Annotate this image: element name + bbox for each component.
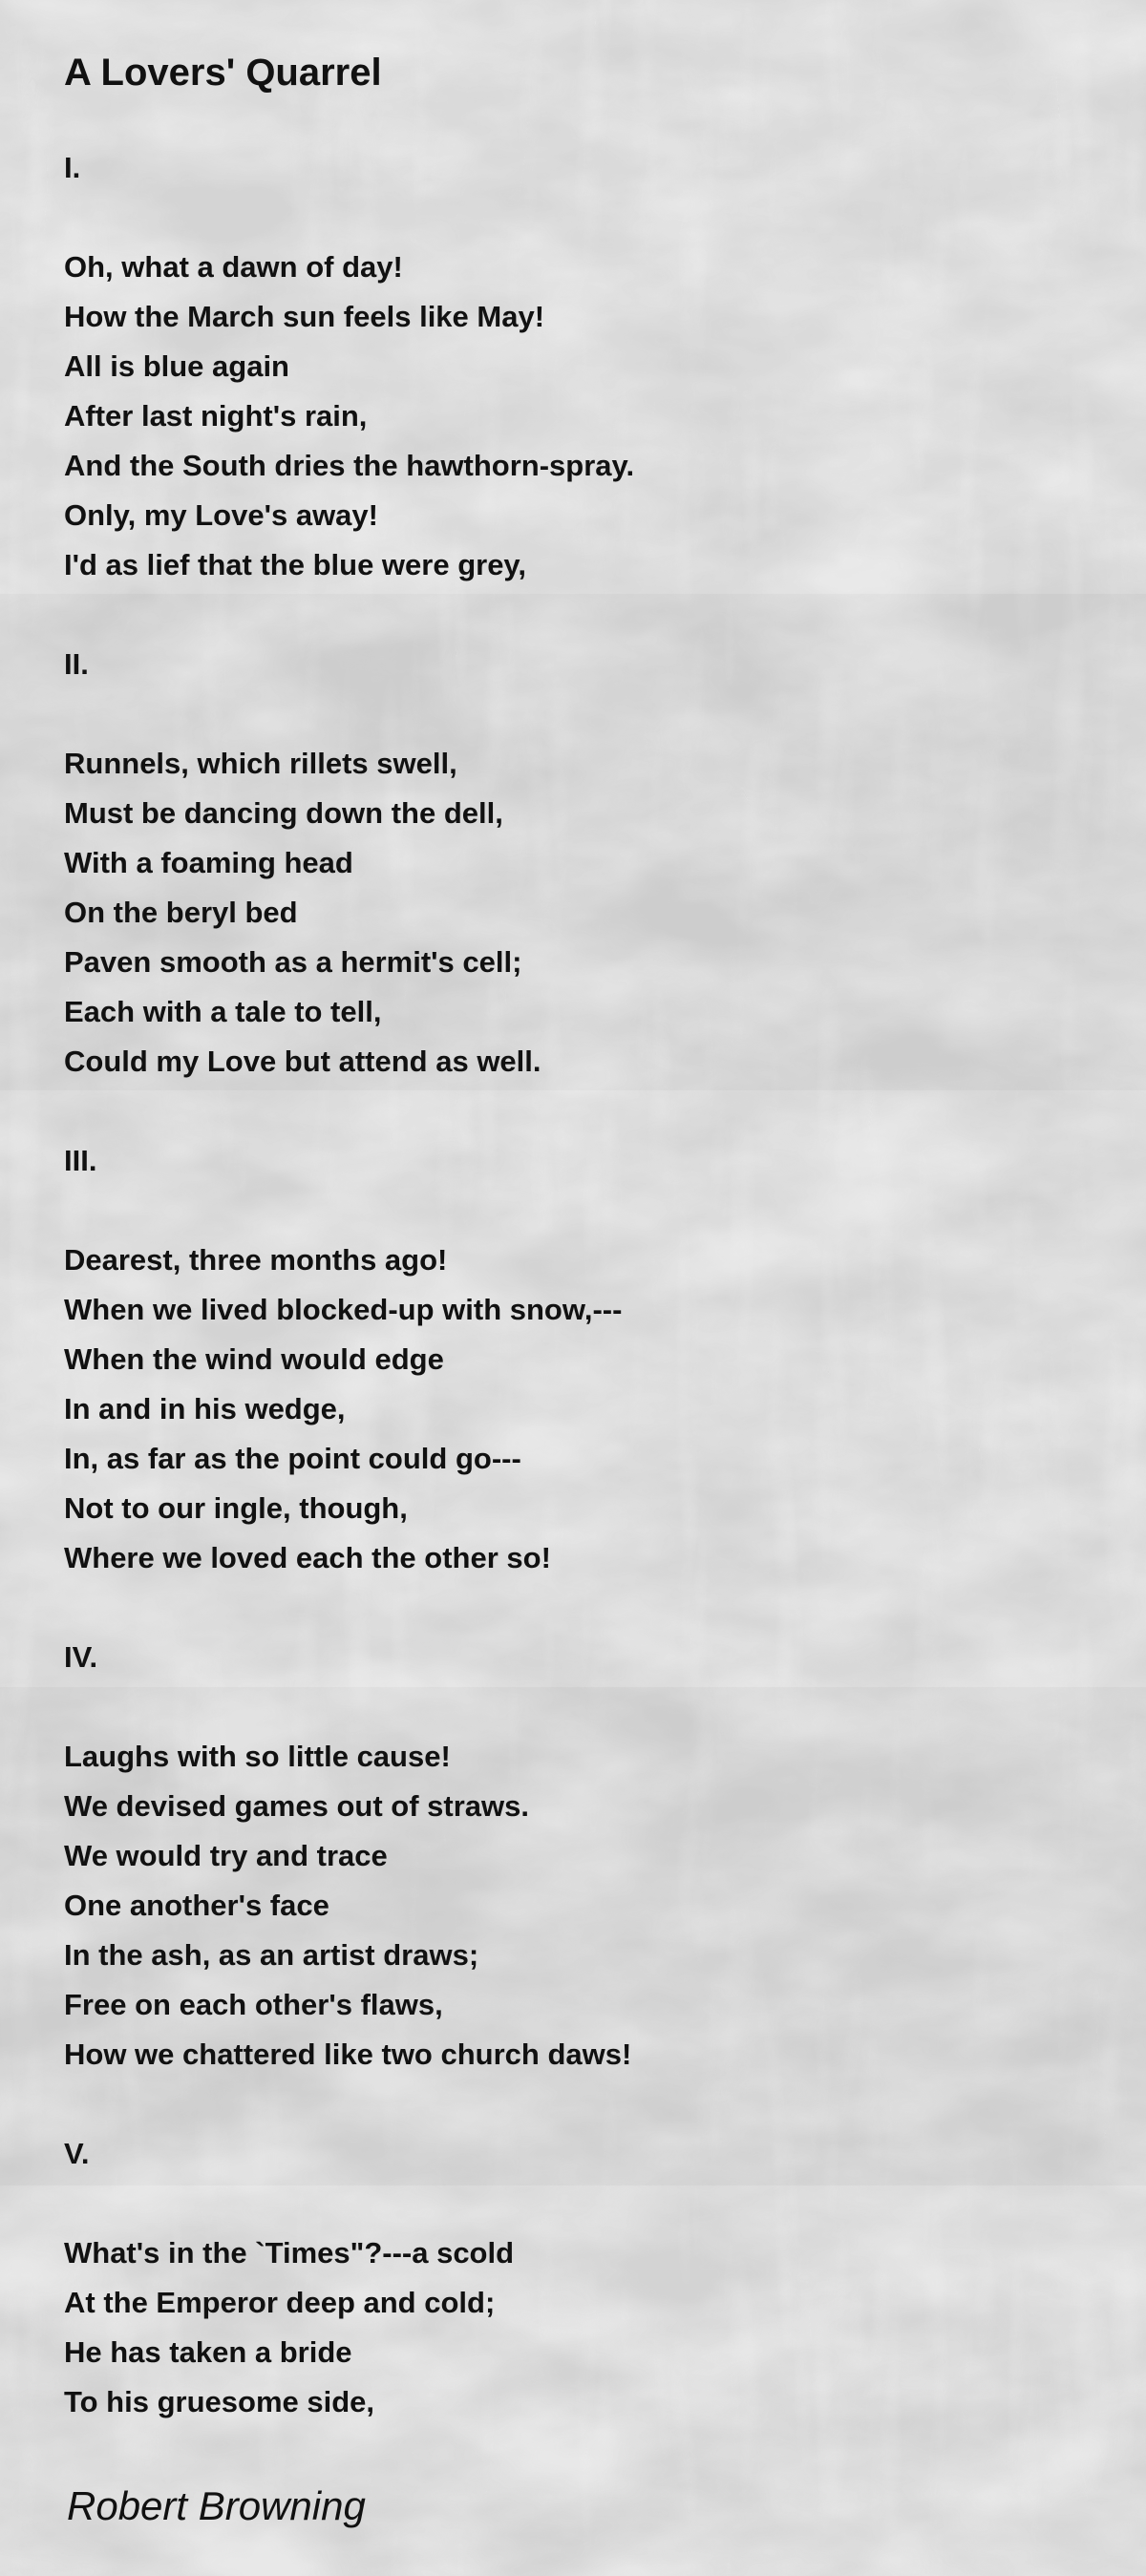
poem-line: On the beryl bed xyxy=(64,896,298,929)
poem-line: How we chattered like two church daws! xyxy=(64,2038,632,2071)
stanza-number: I. xyxy=(64,151,81,184)
poem-line: Could my Love but attend as well. xyxy=(64,1045,541,1078)
poem-line: Each with a tale to tell, xyxy=(64,995,382,1028)
stanza-number: II. xyxy=(64,647,89,681)
poem-line: After last night's rain, xyxy=(64,399,368,433)
poem-line: I'd as lief that the blue were grey, xyxy=(64,548,526,581)
poem-line: We would try and trace xyxy=(64,1839,388,1872)
poem-line: We devised games out of straws. xyxy=(64,1789,529,1823)
poem-line: To his gruesome side, xyxy=(64,2385,375,2418)
poem-line: In and in his wedge, xyxy=(64,1392,346,1425)
poem-title: A Lovers' Quarrel xyxy=(64,52,382,94)
poem-line: And the South dries the hawthorn-spray. xyxy=(64,449,635,482)
poem-line: In the ash, as an artist draws; xyxy=(64,1938,479,1972)
stanza-number: V. xyxy=(64,2137,90,2170)
poem-line: One another's face xyxy=(64,1889,329,1922)
poem-line: Free on each other's flaws, xyxy=(64,1988,443,2021)
poem-line: Must be dancing down the dell, xyxy=(64,796,503,830)
poem-line: When the wind would edge xyxy=(64,1342,444,1376)
poem-line: Oh, what a dawn of day! xyxy=(64,250,403,284)
stanza-number: IV. xyxy=(64,1640,98,1674)
poem-line: At the Emperor deep and cold; xyxy=(64,2286,496,2319)
poem-line: He has taken a bride xyxy=(64,2335,352,2369)
poem-line: When we lived blocked-up with snow,--- xyxy=(64,1293,623,1326)
poem-line: Where we loved each the other so! xyxy=(64,1541,551,1574)
poem-line: What's in the `Times"?---a scold xyxy=(64,2236,515,2270)
stanza-number: III. xyxy=(64,1144,97,1177)
poem-line: In, as far as the point could go--- xyxy=(64,1442,521,1475)
poem-line: Runnels, which rillets swell, xyxy=(64,747,457,780)
poem-line: Laughs with so little cause! xyxy=(64,1740,451,1773)
poem-line: With a foaming head xyxy=(64,846,353,879)
poem-line: All is blue again xyxy=(64,349,289,383)
poem-line: Paven smooth as a hermit's cell; xyxy=(64,945,522,979)
poem-author: Robert Browning xyxy=(67,2483,366,2528)
poem-line: Not to our ingle, though, xyxy=(64,1491,408,1525)
poem-line: Dearest, three months ago! xyxy=(64,1243,448,1277)
poem-line: Only, my Love's away! xyxy=(64,498,378,532)
poem-line: How the March sun feels like May! xyxy=(64,300,545,333)
